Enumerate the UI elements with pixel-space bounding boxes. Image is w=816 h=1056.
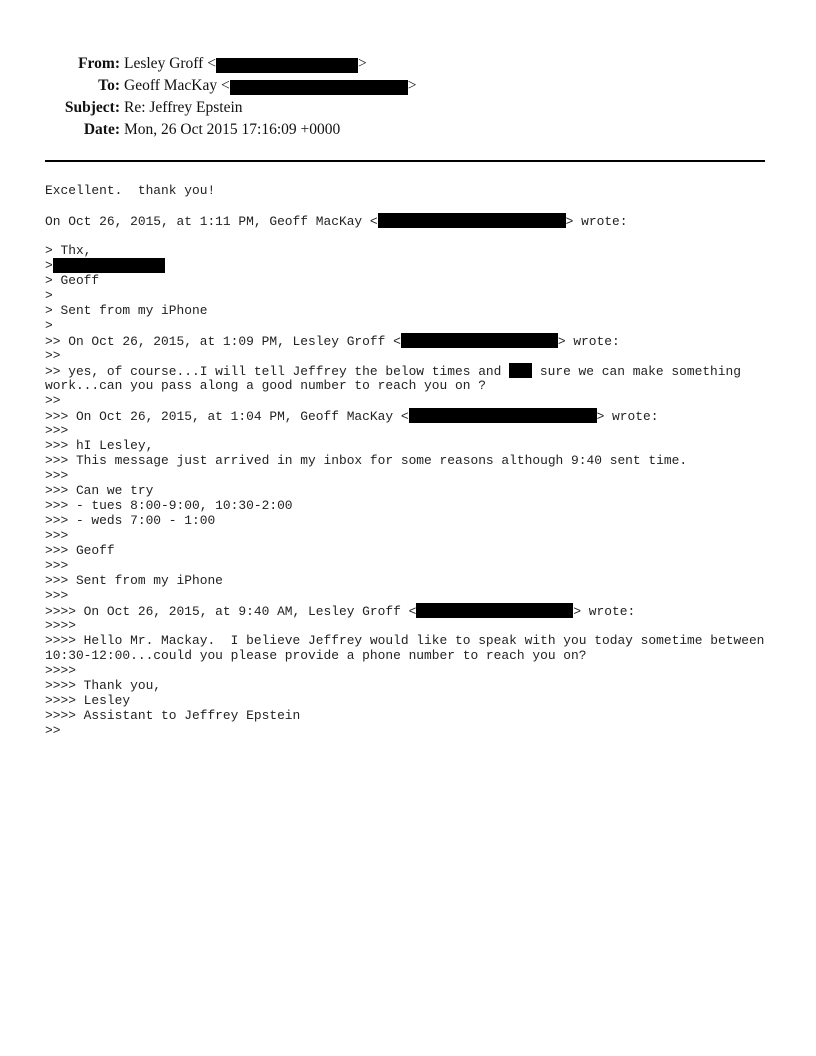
to-row xyxy=(0,75,416,97)
redaction-box xyxy=(230,80,408,95)
body-line: >>> hI Lesley, xyxy=(45,438,154,453)
body-line: >>> xyxy=(45,558,69,573)
header-divider xyxy=(45,160,765,162)
body-line: >>>> Hello Mr. Mackay. I believe Jeffrey would like to speak with you today sometime between xyxy=(45,633,765,648)
body-line: >>> This message just arrived in my inbox for some reasons although 9:40 sent time. xyxy=(45,453,688,468)
to-label: To: xyxy=(98,77,120,94)
quote-intro-end: > wrote: xyxy=(557,334,620,349)
body-line: >> xyxy=(45,393,61,408)
body-line: >>>> xyxy=(45,618,76,633)
body-line: > xyxy=(45,288,53,303)
body-line xyxy=(45,213,775,228)
body-line: > xyxy=(45,318,53,333)
from-value: Lesley Groff < xyxy=(124,55,216,72)
quote-intro-end: > wrote: xyxy=(573,604,636,619)
subject-value: Re: Jeffrey Epstein xyxy=(124,99,243,116)
body-line: work...can you pass along a good number to reach you on ? xyxy=(45,378,486,393)
body-line: > Sent from my iPhone xyxy=(45,303,208,318)
quote-intro: >> On Oct 26, 2015, at 1:09 PM, Lesley Groff < xyxy=(45,334,401,349)
body-line: Excellent. thank you! xyxy=(45,183,216,198)
quote-intro-end: > wrote: xyxy=(596,409,659,424)
from-label: From: xyxy=(78,55,120,72)
date-label: Date: xyxy=(83,121,120,138)
body-line xyxy=(45,603,775,618)
body-text: sure we can make something xyxy=(532,364,742,379)
redaction-box xyxy=(401,333,558,348)
body-line: >>> xyxy=(45,528,69,543)
to-end: > xyxy=(407,77,417,94)
quote-intro-end: > wrote: xyxy=(565,214,628,229)
body-line xyxy=(45,408,775,423)
body-line: >>> xyxy=(45,588,69,603)
redaction-box xyxy=(509,363,532,378)
body-line xyxy=(45,258,775,273)
body-line: >>>> xyxy=(45,663,76,678)
from-end: > xyxy=(357,55,367,72)
quote-intro: >>>> On Oct 26, 2015, at 9:40 AM, Lesley Groff < xyxy=(45,604,417,619)
body-line: >>>> Thank you, xyxy=(45,678,162,693)
blank-line xyxy=(45,198,775,213)
subject-label: Subject: xyxy=(64,99,120,116)
email-body xyxy=(45,183,775,738)
body-line xyxy=(45,363,775,378)
date-row xyxy=(0,119,340,141)
body-line: >>> - weds 7:00 - 1:00 xyxy=(45,513,216,528)
body-line: >> xyxy=(45,723,61,738)
body-line: >>>> Assistant to Jeffrey Epstein xyxy=(45,708,301,723)
blank-line xyxy=(45,228,775,243)
quote-intro: >>> On Oct 26, 2015, at 1:04 PM, Geoff MacKay < xyxy=(45,409,409,424)
body-line: >>> Can we try xyxy=(45,483,154,498)
from-row xyxy=(0,53,367,75)
body-line: >>> Sent from my iPhone xyxy=(45,573,223,588)
redaction-box xyxy=(409,408,597,423)
redaction-box xyxy=(378,213,566,228)
date-value: Mon, 26 Oct 2015 17:16:09 +0000 xyxy=(124,121,341,138)
redaction-box xyxy=(416,603,573,618)
redaction-box xyxy=(216,58,358,73)
quote-intro: On Oct 26, 2015, at 1:11 PM, Geoff MacKay < xyxy=(45,214,378,229)
subject-row xyxy=(0,97,243,119)
quote-marker: > xyxy=(45,258,53,273)
body-line: >>> Geoff xyxy=(45,543,115,558)
body-line xyxy=(45,333,775,348)
body-line: >>> xyxy=(45,423,69,438)
body-line: >> xyxy=(45,348,61,363)
body-line: 10:30-12:00...could you please provide a phone number to reach you on? xyxy=(45,648,587,663)
body-line: >>> xyxy=(45,468,69,483)
redaction-box xyxy=(53,258,165,273)
body-line: > Thx, xyxy=(45,243,92,258)
body-line: > Geoff xyxy=(45,273,100,288)
body-line: >>> - tues 8:00-9:00, 10:30-2:00 xyxy=(45,498,293,513)
body-text: >> yes, of course...I will tell Jeffrey the below times and xyxy=(45,364,510,379)
body-line: >>>> Lesley xyxy=(45,693,131,708)
to-value: Geoff MacKay < xyxy=(124,77,230,94)
